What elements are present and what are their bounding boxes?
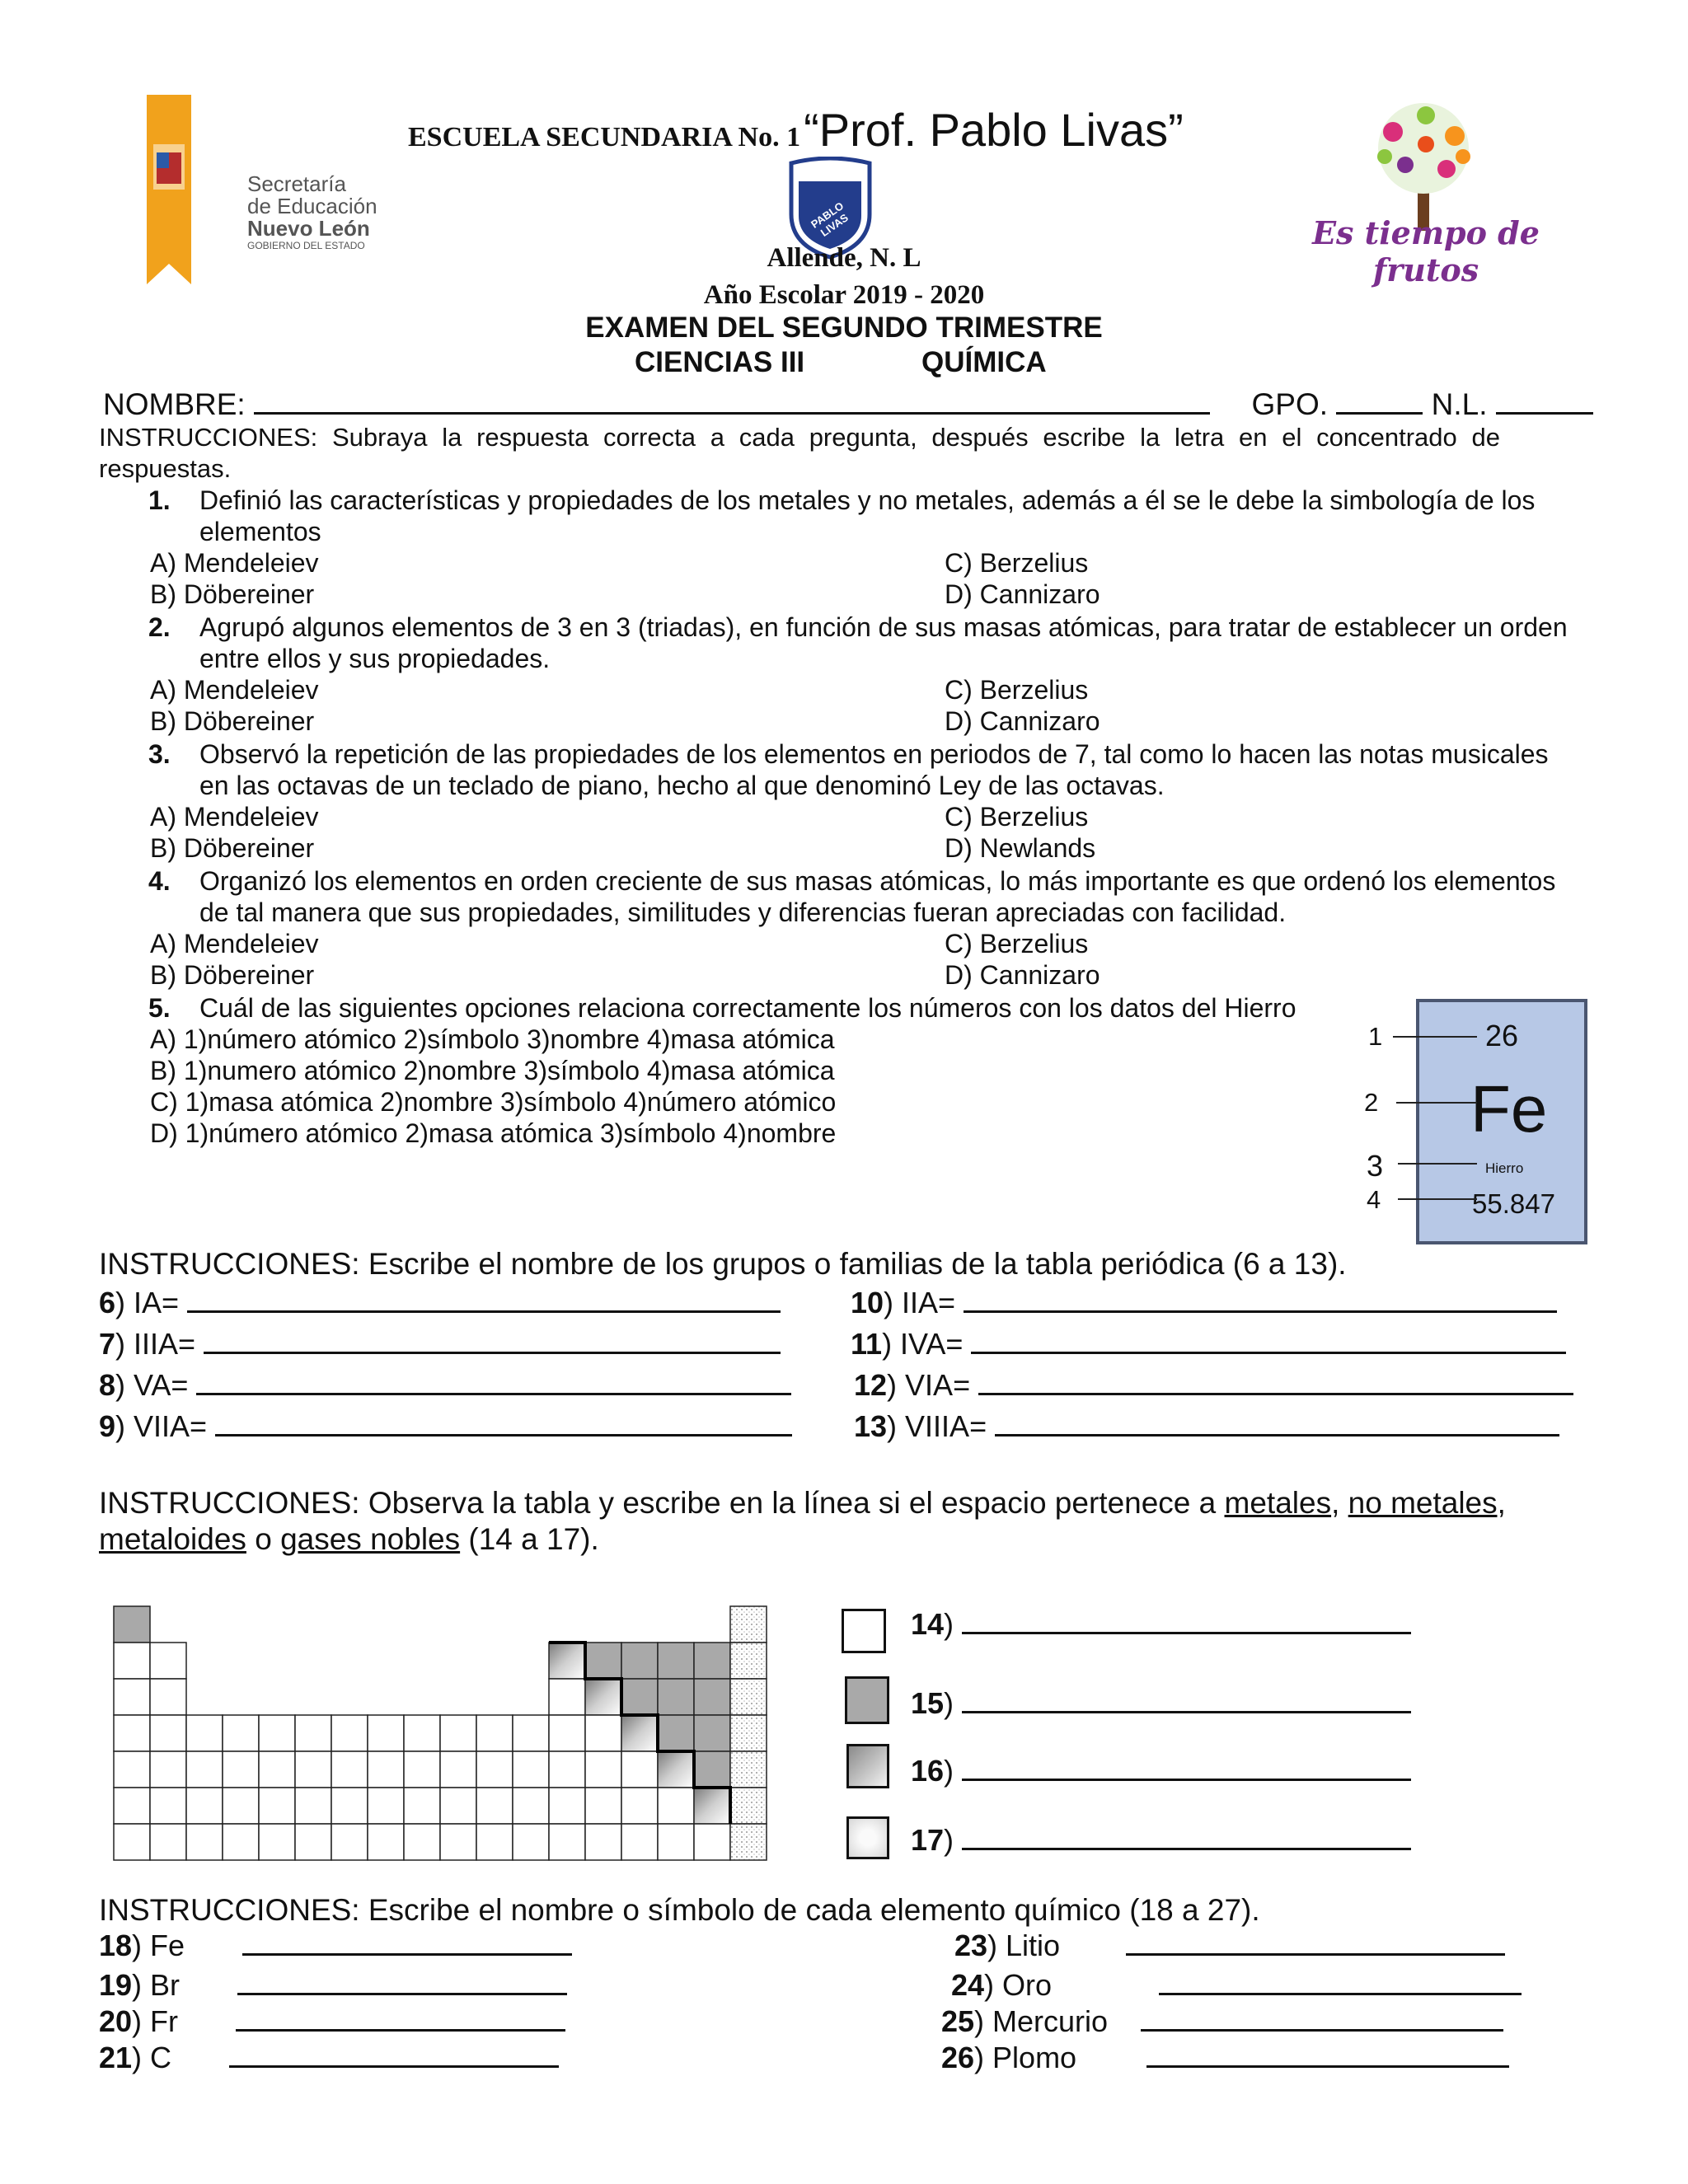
- element-19: 19) Br: [99, 1968, 567, 2003]
- school-year: Año Escolar 2019 - 2020: [703, 280, 985, 310]
- metal-cell: [404, 1824, 440, 1860]
- option-c[interactable]: C) Berzelius: [945, 675, 1089, 705]
- metal-cell: [549, 1824, 585, 1860]
- metal-cell: [368, 1715, 404, 1751]
- answer-line[interactable]: [1146, 2065, 1509, 2068]
- metalloid-cell: [549, 1643, 585, 1679]
- metal-cell: [549, 1679, 585, 1715]
- metal-cell: [223, 1824, 259, 1860]
- metal-cell: [549, 1751, 585, 1788]
- element-21: 21) C: [99, 2041, 559, 2075]
- metal-cell: [114, 1715, 150, 1751]
- answer-line[interactable]: [962, 1711, 1411, 1713]
- option-a[interactable]: A) Mendeleiev: [150, 548, 319, 578]
- metal-cell: [368, 1751, 404, 1788]
- option-c[interactable]: C) Berzelius: [945, 929, 1089, 958]
- metal-cell: [513, 1824, 549, 1860]
- noble-gas-cell: [730, 1824, 767, 1860]
- legend-swatch-gray: [845, 1676, 889, 1724]
- nonmetal-cell: [694, 1643, 730, 1679]
- legend-swatch-dotted: [846, 1816, 889, 1859]
- metal-cell: [150, 1679, 186, 1715]
- noble-gas-cell: [730, 1643, 767, 1679]
- option-b[interactable]: B) Döbereiner: [150, 833, 315, 863]
- subject-left: CIENCIAS III: [635, 346, 805, 378]
- legend: [837, 1607, 1496, 1871]
- answer-line[interactable]: [1159, 1993, 1522, 1995]
- legend-15: 15): [911, 1686, 1411, 1721]
- question-1: [99, 485, 1574, 612]
- metal-cell: [368, 1824, 404, 1860]
- element-name: Hierro: [1485, 1160, 1524, 1176]
- metal-cell: [513, 1788, 549, 1824]
- metal-cell: [331, 1788, 368, 1824]
- metal-cell: [186, 1788, 223, 1824]
- metal-cell: [476, 1715, 513, 1751]
- metal-cell: [331, 1824, 368, 1860]
- metal-cell: [259, 1715, 295, 1751]
- element-20: 20) Fr: [99, 2004, 565, 2039]
- metal-cell: [223, 1715, 259, 1751]
- metal-cell: [621, 1824, 658, 1860]
- nonmetal-cell: [694, 1679, 730, 1715]
- pointer-2-label: 2: [1364, 1088, 1379, 1117]
- nonmetal-cell: [694, 1751, 730, 1788]
- metal-cell: [440, 1824, 476, 1860]
- metal-cell: [259, 1824, 295, 1860]
- metal-cell: [513, 1751, 549, 1788]
- group-6: 6) IA=: [99, 1286, 781, 1320]
- tree-icon: [1294, 99, 1558, 231]
- noble-gas-cell: [730, 1751, 767, 1788]
- periodic-table-diagram: [107, 1603, 783, 1875]
- option-a[interactable]: A) Mendeleiev: [150, 802, 319, 832]
- questions-block: [99, 485, 1574, 992]
- name-field[interactable]: [254, 384, 1210, 415]
- legend-17: 17): [911, 1823, 1411, 1858]
- pointer-lines: [1385, 1022, 1484, 1212]
- noble-gas-cell: [730, 1679, 767, 1715]
- option-c[interactable]: C) Berzelius: [945, 802, 1089, 832]
- answer-line[interactable]: [242, 1953, 572, 1956]
- atomic-mass: 55.847: [1472, 1188, 1555, 1219]
- exam-title: EXAMEN DEL SEGUNDO TRIMESTRE: [585, 312, 1103, 344]
- answer-line[interactable]: [978, 1393, 1573, 1395]
- option-d[interactable]: D) Cannizaro: [945, 579, 1100, 609]
- question-4: [99, 865, 1574, 992]
- answer-line[interactable]: [962, 1779, 1411, 1781]
- nonmetal-cell: [694, 1715, 730, 1751]
- instructions-4: INSTRUCCIONES: Escribe el nombre o símbolo de cada elemento químico (18 a 27).: [99, 1893, 1260, 1927]
- metal-cell: [476, 1751, 513, 1788]
- answer-line[interactable]: [204, 1352, 781, 1354]
- answer-line[interactable]: [236, 2029, 565, 2032]
- question-2: [99, 612, 1574, 738]
- answer-line[interactable]: [237, 1993, 567, 1995]
- metal-cell: [585, 1824, 621, 1860]
- metal-cell: [658, 1788, 694, 1824]
- answer-line[interactable]: [1141, 2029, 1503, 2032]
- legend-14: 14): [911, 1607, 1411, 1642]
- question-text: Agrupó algunos elementos de 3 en 3 (triadas), en función de sus masas atómicas, para tratar de establecer un orden entre ellos y sus propiedades.: [199, 612, 1568, 673]
- metal-cell: [585, 1751, 621, 1788]
- question-text: Organizó los elementos en orden creciente de sus masas atómicas, lo más importante es que ordenó los elementos de tal manera que sus propiedades, similitudes y diferencias fueran apreciadas con facilidad.: [199, 866, 1556, 927]
- option-b[interactable]: B) Döbereiner: [150, 706, 315, 736]
- question-3: [99, 738, 1574, 865]
- answer-line[interactable]: [995, 1434, 1559, 1436]
- element-23: 23) Litio: [954, 1929, 1505, 1963]
- pointer-3-label: 3: [1367, 1149, 1384, 1183]
- group-field[interactable]: [1336, 384, 1423, 415]
- groups-block: [99, 1286, 1582, 1451]
- question-text: Definió las características y propiedades de los metales y no metales, además a él se le debe la simbología de los elementos: [199, 485, 1536, 546]
- metal-cell: [440, 1788, 476, 1824]
- metal-cell: [295, 1751, 331, 1788]
- legend-swatch-white: [842, 1609, 886, 1653]
- metal-cell: [476, 1788, 513, 1824]
- metal-cell: [295, 1788, 331, 1824]
- nonmetal-cell: [621, 1643, 658, 1679]
- sec-logo-line-1: Secretaría: [247, 171, 346, 196]
- nonmetal-cell: [658, 1679, 694, 1715]
- metal-cell: [513, 1715, 549, 1751]
- metalloid-cell: [694, 1788, 730, 1824]
- option-d[interactable]: D) Cannizaro: [945, 706, 1100, 736]
- metal-cell: [295, 1715, 331, 1751]
- metal-cell: [476, 1824, 513, 1860]
- name-label: NOMBRE:: [103, 387, 246, 421]
- word-metaloides: metaloides: [99, 1522, 246, 1556]
- pointer-1-label: 1: [1368, 1022, 1383, 1051]
- nonmetal-cell: [658, 1715, 694, 1751]
- metal-cell: [440, 1715, 476, 1751]
- option-d[interactable]: D) Cannizaro: [945, 960, 1100, 990]
- atomic-number: 26: [1485, 1019, 1519, 1052]
- word-metales: metales: [1224, 1486, 1332, 1520]
- answer-line[interactable]: [1126, 1953, 1505, 1956]
- metal-cell: [114, 1643, 150, 1679]
- group-10: 10) IIA=: [851, 1286, 1557, 1320]
- metal-cell: [259, 1751, 295, 1788]
- question-text: Observó la repetición de las propiedades de los elementos en periodos de 7, tal como lo hacen las notas musicales en las octavas de un teclado de piano, hecho al que denominó Ley de las octavas.: [199, 739, 1549, 800]
- element-26: 26) Plomo: [941, 2041, 1509, 2075]
- metal-cell: [331, 1715, 368, 1751]
- metal-cell: [114, 1751, 150, 1788]
- q5-option-a[interactable]: A) 1)número atómico 2)símbolo 3)nombre 4)masa atómica: [150, 1024, 835, 1054]
- nonmetal-cell: [585, 1643, 621, 1679]
- metal-cell: [621, 1788, 658, 1824]
- instructions-3: INSTRUCCIONES: Observa la tabla y escribe en la línea si el espacio pertenece a metales, no metales, metaloides o gases nobles (14 a 17).: [99, 1486, 1506, 1556]
- group-13: 13) VIIIA=: [854, 1409, 1559, 1444]
- option-a[interactable]: A) Mendeleiev: [150, 929, 319, 958]
- metal-cell: [331, 1751, 368, 1788]
- question-number: 3.: [148, 739, 171, 769]
- answer-line[interactable]: [187, 1310, 781, 1313]
- metal-cell: [150, 1643, 186, 1679]
- nl-field[interactable]: [1496, 384, 1593, 415]
- metal-cell: [114, 1824, 150, 1860]
- group-7: 7) IIIA=: [99, 1327, 781, 1361]
- metal-cell: [549, 1788, 585, 1824]
- metal-cell: [404, 1788, 440, 1824]
- group-9: 9) VIIA=: [99, 1409, 792, 1444]
- metal-cell: [223, 1788, 259, 1824]
- sec-logo-line-2: de Educación: [247, 194, 377, 218]
- answer-line[interactable]: [964, 1310, 1557, 1313]
- sec-logo-line-4: GOBIERNO DEL ESTADO: [247, 240, 365, 251]
- group-12: 12) VIA=: [854, 1368, 1573, 1403]
- question-5-number: 5.: [148, 993, 171, 1023]
- nonmetal-cell: [621, 1679, 658, 1715]
- metal-cell: [223, 1751, 259, 1788]
- metal-cell: [694, 1824, 730, 1860]
- legend-16: 16): [911, 1754, 1411, 1788]
- answer-line[interactable]: [971, 1352, 1566, 1354]
- element-25: 25) Mercurio: [941, 2004, 1503, 2039]
- element-18: 18) Fe: [99, 1929, 572, 1963]
- instructions-1: INSTRUCCIONES: Subraya la respuesta correcta a cada pregunta, después escribe la letra en el concentrado de respuestas.: [99, 423, 1500, 483]
- metalloid-cell: [621, 1715, 658, 1751]
- metal-cell: [150, 1715, 186, 1751]
- metal-cell: [658, 1824, 694, 1860]
- sec-logo-line-3: Nuevo León: [247, 216, 370, 241]
- metal-cell: [186, 1751, 223, 1788]
- metal-cell: [404, 1751, 440, 1788]
- metal-cell: [150, 1824, 186, 1860]
- group-11: 11) IVA=: [851, 1327, 1566, 1361]
- question-number: 1.: [148, 485, 171, 515]
- nl-label: N.L.: [1431, 387, 1488, 421]
- school-label: ESCUELA SECUNDARIA No. 1: [408, 122, 801, 152]
- metal-cell: [585, 1788, 621, 1824]
- metal-cell: [585, 1715, 621, 1751]
- question-number: 2.: [148, 612, 171, 642]
- option-b[interactable]: B) Döbereiner: [150, 960, 315, 990]
- metal-cell: [404, 1715, 440, 1751]
- answer-line[interactable]: [962, 1848, 1411, 1850]
- answer-line[interactable]: [215, 1434, 792, 1436]
- metal-cell: [368, 1788, 404, 1824]
- group-label: GPO.: [1251, 387, 1329, 421]
- metal-cell: [114, 1679, 150, 1715]
- noble-gas-cell: [730, 1715, 767, 1751]
- city: Allende, N. L: [767, 243, 921, 273]
- option-c[interactable]: C) Berzelius: [945, 548, 1089, 578]
- elements-block: [99, 1929, 1582, 2093]
- group-8: 8) VA=: [99, 1368, 791, 1403]
- nonmetal-cell: [658, 1643, 694, 1679]
- element-24: 24) Oro: [951, 1968, 1522, 2003]
- nonmetal-cell: [114, 1606, 150, 1643]
- q5-option-b[interactable]: B) 1)numero atómico 2)nombre 3)símbolo 4)masa atómica: [150, 1056, 835, 1085]
- metal-cell: [549, 1715, 585, 1751]
- answer-line[interactable]: [196, 1393, 791, 1395]
- element-symbol: Fe: [1470, 1072, 1548, 1146]
- noble-gas-cell: [730, 1788, 767, 1824]
- legend-swatch-gradient: [846, 1744, 889, 1788]
- metal-cell: [259, 1788, 295, 1824]
- word-no-metales: no metales,: [1348, 1486, 1506, 1520]
- pointer-4-label: 4: [1367, 1185, 1381, 1214]
- option-b[interactable]: B) Döbereiner: [150, 579, 315, 609]
- subject-right: QUÍMICA: [921, 346, 1047, 378]
- frutos-text: Es tiempo de frutos: [1312, 214, 1540, 288]
- answer-line[interactable]: [962, 1632, 1411, 1634]
- question-number: 4.: [148, 866, 171, 896]
- metal-cell: [440, 1751, 476, 1788]
- q5-option-c[interactable]: C) 1)masa atómica 2)nombre 3)símbolo 4)número atómico: [150, 1087, 837, 1117]
- word-gases-nobles: gases nobles: [280, 1522, 461, 1556]
- seal-text: PABLO LIVAS: [809, 199, 851, 239]
- metal-cell: [114, 1788, 150, 1824]
- option-d[interactable]: D) Newlands: [945, 833, 1096, 863]
- metal-cell: [186, 1715, 223, 1751]
- metal-cell: [295, 1824, 331, 1860]
- q5-option-d[interactable]: D) 1)número atómico 2)masa atómica 3)símbolo 4)nombre: [150, 1118, 837, 1148]
- metalloid-cell: [585, 1679, 621, 1715]
- answer-line[interactable]: [229, 2065, 559, 2068]
- option-a[interactable]: A) Mendeleiev: [150, 675, 319, 705]
- metal-cell: [186, 1824, 223, 1860]
- metalloid-cell: [658, 1751, 694, 1788]
- question-5-text: Cuál de las siguientes opciones relaciona correctamente los números con los datos del Hierro: [199, 993, 1296, 1023]
- metal-cell: [621, 1751, 658, 1788]
- metal-cell: [150, 1751, 186, 1788]
- student-info-row: [103, 384, 1593, 422]
- noble-gas-cell: [730, 1606, 767, 1643]
- instructions-2: INSTRUCCIONES: Escribe el nombre de los grupos o familias de la tabla periódica (6 a 13).: [99, 1247, 1347, 1281]
- school-name: “Prof. Pablo Livas”: [804, 104, 1184, 156]
- school-title: [408, 103, 1184, 157]
- metal-cell: [150, 1788, 186, 1824]
